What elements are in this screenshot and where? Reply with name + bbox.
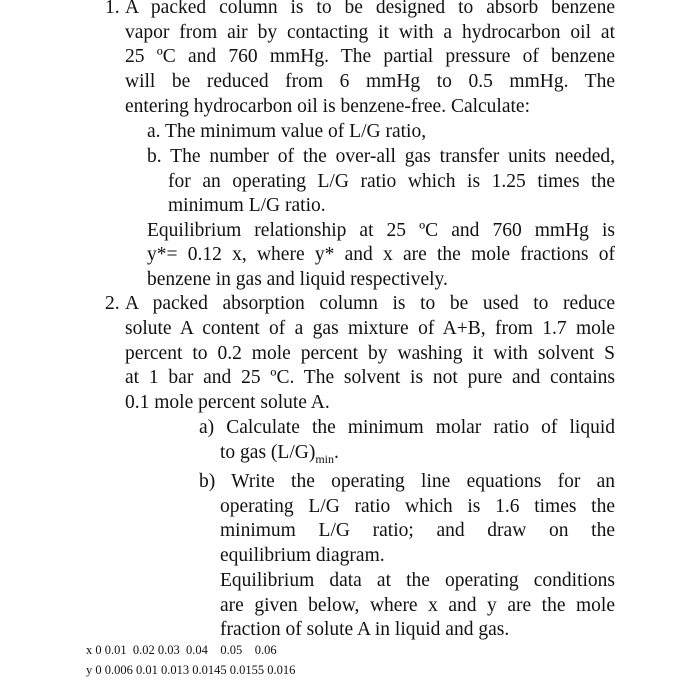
problem-1-equilibrium-line-1: Equilibrium relationship at 25 ºC and 760 mmHg is	[147, 220, 615, 241]
problem-2-part-a-line-2	[220, 441, 339, 465]
problem-2-line-4: at 1 bar and 25 ºC. The solvent is not pure and contains	[125, 367, 615, 388]
problem-1-part-b-line-2: for an operating L/G ratio which is 1.25 times the	[168, 171, 615, 192]
problem-2-part-b-line-2: operating L/G ratio which is 1.6 times the	[220, 496, 615, 517]
problem-2-part-b-line-3: minimum L/G ratio; and draw on the	[220, 520, 615, 541]
problem-2-line-2: solute A content of a gas mixture of A+B, from 1.7 mole	[125, 318, 615, 339]
problem-1-line-5: entering hydrocarbon oil is benzene-free. Calculate:	[125, 96, 530, 117]
problem-2-line-3: percent to 0.2 mole percent by washing it with solvent S	[125, 343, 615, 364]
problem-2-equilibrium-line-3: fraction of solute A in liquid and gas.	[220, 619, 510, 640]
problem-1-part-b-line-3: minimum L/G ratio.	[168, 195, 326, 216]
period: .	[333, 442, 339, 463]
problem-2-part-b-line-4: equilibrium diagram.	[220, 545, 385, 566]
problem-1-line-2: vapor from air by contacting it with a hydrocarbon oil at	[125, 22, 615, 43]
min-subscript: min	[315, 452, 334, 466]
problem-2-equilibrium-line-1: Equilibrium data at the operating conditions	[220, 570, 615, 591]
lg-ratio-text: to gas (L/G)	[220, 442, 316, 463]
problem-2-equilibrium-line-2: are given below, where x and y are the mole	[220, 595, 615, 616]
problem-1-part-a: a. The minimum value of L/G ratio,	[147, 121, 427, 142]
problem-1-line-4: will be reduced from 6 mmHg to 0.5 mmHg. The	[125, 71, 615, 92]
problem-2-line-5: 0.1 mole percent solute A.	[125, 392, 330, 413]
problem-1-line-3: 25 ºC and 760 mmHg. The partial pressure of benzene	[125, 46, 615, 67]
problem-2-line-1: A packed absorption column is to be used to reduce	[125, 293, 615, 314]
problem-1-line-1: A packed column is to be designed to absorb benzene	[125, 0, 615, 18]
equilibrium-data-x-row: x 0 0.01 0.02 0.03 0.04 0.05 0.06	[86, 643, 277, 657]
equilibrium-data-y-row: y 0 0.006 0.01 0.013 0.0145 0.0155 0.016	[86, 663, 296, 677]
problem-2-part-b-line-1: b) Write the operating line equations for an	[199, 471, 615, 492]
problem-1-equilibrium-line-3: benzene in gas and liquid respectively.	[147, 269, 448, 290]
problem-2-number: 2.	[105, 293, 120, 314]
problem-1-part-b-line-1: b. The number of the over-all gas transfer units needed,	[147, 146, 615, 167]
problem-1-equilibrium-line-2: y*= 0.12 x, where y* and x are the mole fractions of	[147, 244, 615, 265]
problem-1-number: 1.	[105, 0, 120, 18]
problem-2-part-a-line-1: a) Calculate the minimum molar ratio of liquid	[199, 417, 615, 438]
